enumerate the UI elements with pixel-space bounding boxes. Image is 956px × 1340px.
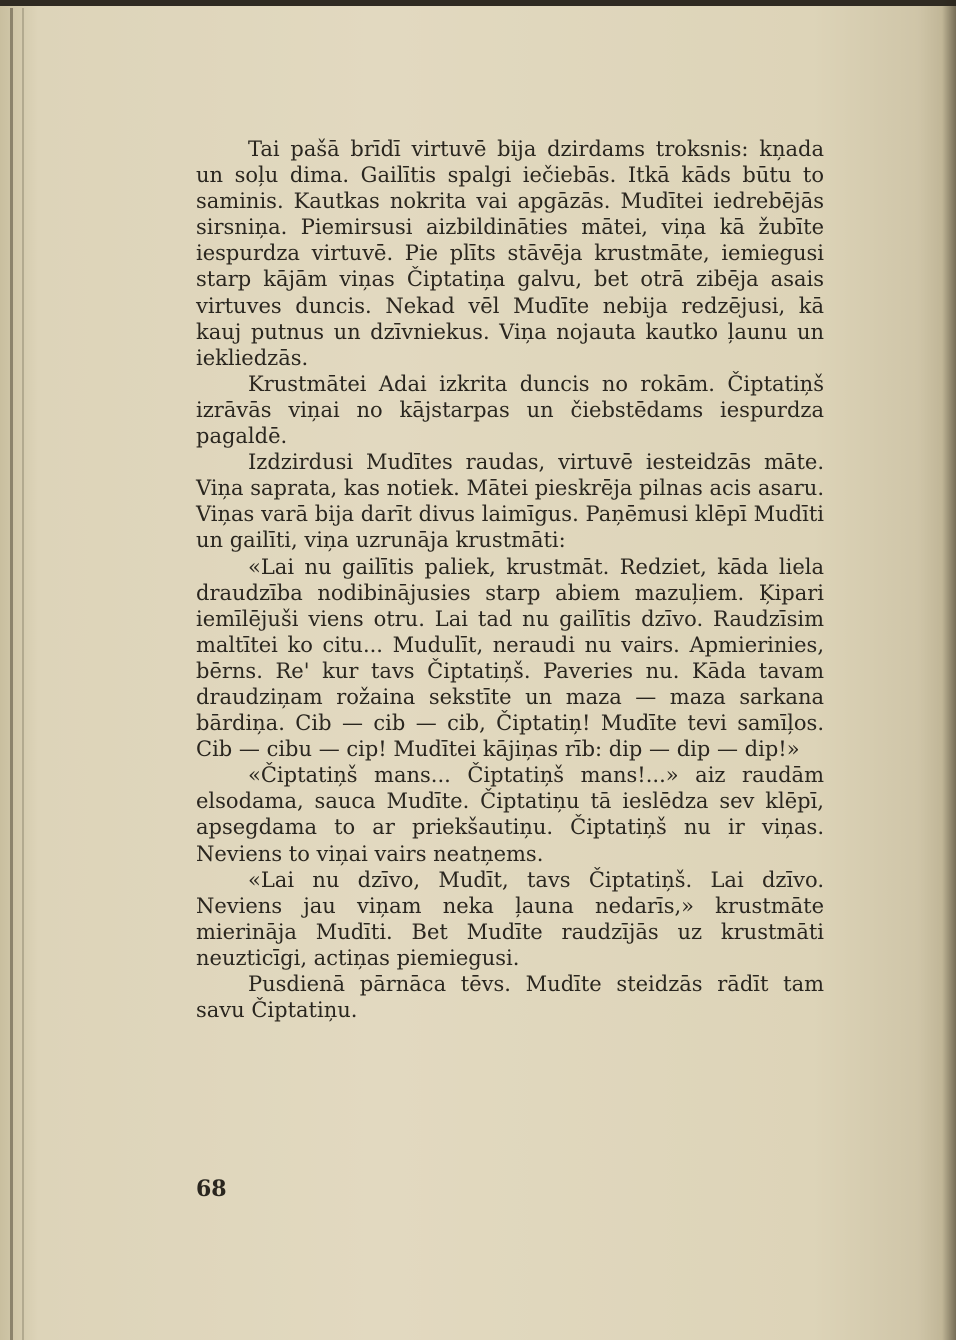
paragraph: «Lai nu gailītis paliek, krustmāt. Redziet, kāda liela draudzība nodibinājusies starp abiem mazuļiem. Ķipari iemīlējuši viens otru. Lai tad nu gailītis dzīvo. Raudzīsim maltītei ko citu... Mudulīt, neraudi nu vairs. Apmierinies, bērns. Re' kur tavs Čiptatiņš. Paveries nu. Kāda tavam draudziņam rožaina sekstīte un maza — maza sarkana bārdiņa. Cib — cib — cib, Čiptatiņ! Mudīte tevi samīļos. Cib — cibu — cip! Mudītei kājiņas rīb: dip — dip — dip!» — [196, 554, 824, 762]
binding-shadow-line-inner — [22, 8, 24, 1340]
paragraph: Krustmātei Adai izkrita duncis no rokām. Čiptatiņš izrāvās viņai no kājstarpas un čiebstēdams iespurdza pagaldē. — [196, 371, 824, 449]
paragraph: Pusdienā pārnāca tēvs. Mudīte steidzās rādīt tam savu Čiptatiņu. — [196, 972, 824, 1023]
page-number: 68 — [196, 1176, 227, 1202]
paragraph: Izdzirdusi Mudītes raudas, virtuvē iesteidzās māte. Viņa saprata, kas notiek. Mātei pieskrēja pilnas acis asaru. Viņas varā bija darīt divus laimīgus. Paņēmusi klēpī Mudīti un gailīti, viņa uzrunāja krustmāti: — [196, 450, 824, 553]
page-right-shadow — [942, 0, 956, 1340]
paragraph: «Čiptatiņš mans... Čiptatiņš mans!...» aiz raudām elsodama, sauca Mudīte. Čiptatiņu tā ieslēdza sev klēpī, apsegdama to ar priekšautiņu. Čiptatiņš nu ir viņas. Neviens to viņai vairs neatņems. — [196, 763, 824, 866]
page-top-edge — [0, 0, 956, 6]
paragraph: Tai pašā brīdī virtuvē bija dzirdams troksnis: kņada un soļu dima. Gailītis spalgi iečiebās. Itkā kāds būtu to saminis. Kautkas nokrita vai apgāzās. Mudītei iedrebējās sirsniņa. Piemirsusi aizbildināties mātei, viņa kā žubīte iespurdza virtuvē. Pie plīts stāvēja krustmāte, iemiegusi starp kājām viņas Čiptatiņa galvu, bet otrā zibēja asais virtuves duncis. Nekad vēl Mudīte nebija redzējusi, kā kauj putnus un dzīvniekus. Viņa nojauta kautko ļaunu un iekliedzās. — [196, 137, 824, 370]
body-text — [196, 136, 824, 1023]
paragraph: «Lai nu dzīvo, Mudīt, tavs Čiptatiņš. Lai dzīvo. Neviens jau viņam neka ļauna nedarīs,» krustmāte mierināja Mudīti. Bet Mudīte raudzījās uz krustmāti neuzticīgi, actiņas piemiegusi. — [196, 867, 824, 970]
binding-shadow-line — [10, 8, 13, 1340]
